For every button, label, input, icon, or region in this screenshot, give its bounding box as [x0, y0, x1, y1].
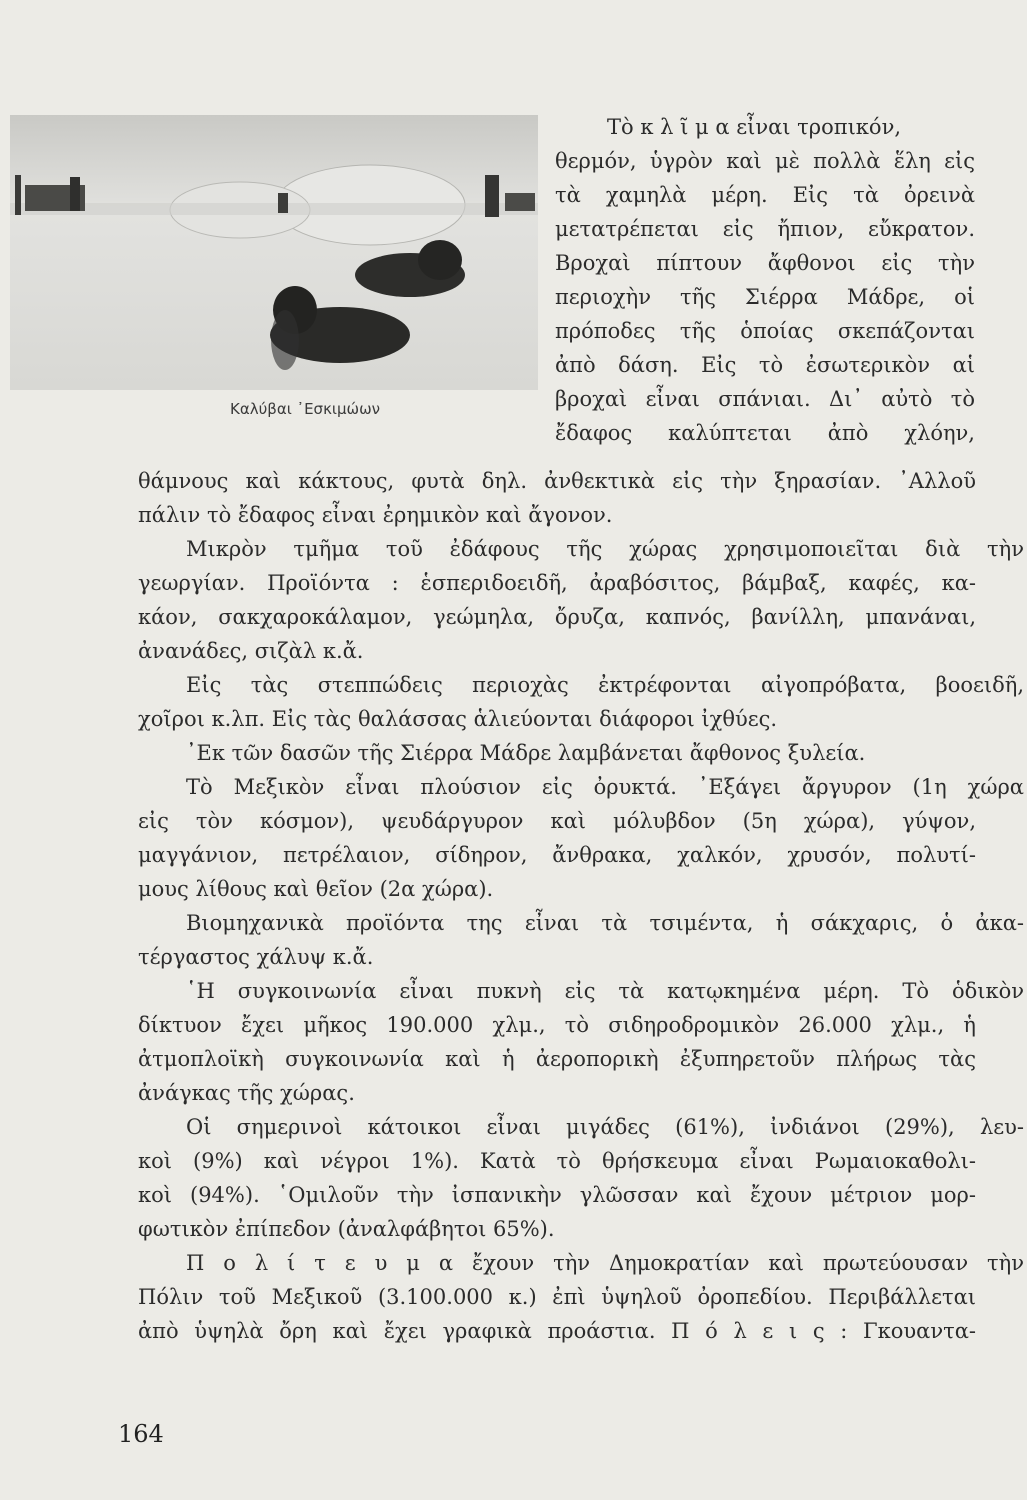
- photo-illustration: [10, 115, 538, 390]
- text-line: ἔδαφος καλύπτεται ἀπὸ χλόην,: [555, 421, 975, 445]
- text-line: γεωργίαν. Προϊόντα : ἑσπεριδοειδῆ, ἀραβόσιτος, βάμβαξ, καφές, κα-: [138, 571, 976, 595]
- text-line: Π ο λ ί τ ε υ μ α ἔχουν τὴν Δημοκρατίαν καὶ πρωτεύουσαν τὴν: [186, 1251, 1024, 1275]
- text-line: Πόλιν τοῦ Μεξικοῦ (3.100.000 κ.) ἐπὶ ὑψηλοῦ ὀροπεδίου. Περιβάλλεται: [138, 1285, 976, 1309]
- text-line: Τὸ κ λ ῖ μ α εἶναι τροπικόν,: [607, 115, 902, 139]
- text-line: εἰς τὸν κόσμον), ψευδάργυρον καὶ μόλυβδον (5η χώρα), γύψον,: [138, 809, 976, 833]
- text-line: Εἰς τὰς στεππώδεις περιοχὰς ἐκτρέφονται αἰγοπρόβατα, βοοειδῆ,: [186, 673, 1024, 697]
- text-line: φωτικὸν ἐπίπεδον (ἀναλφάβητοι 65%).: [138, 1217, 555, 1241]
- text-line: κοὶ (94%). ῾Ομιλοῦν τὴν ἰσπανικὴν γλῶσσαν καὶ ἔχουν μέτριον μορ-: [138, 1183, 976, 1207]
- main-text-block: [138, 464, 1024, 1348]
- text-line: τὰ χαμηλὰ μέρη. Εἰς τὰ ὀρεινὰ: [555, 183, 975, 207]
- text-line: ἀπὸ ὑψηλὰ ὄρη καὶ ἔχει γραφικὰ προάστια. Π ό λ ε ι ς : Γκουαντα-: [138, 1319, 976, 1343]
- eskimo-huts-photo: [10, 115, 538, 390]
- text-line: κοὶ (9%) καὶ νέγροι 1%). Κατὰ τὸ θρήσκευμα εἶναι Ρωμαιοκαθολι-: [138, 1149, 976, 1173]
- text-line: Τὸ Μεξικὸν εἶναι πλούσιον εἰς ὀρυκτά. ᾽Εξάγει ἄργυρον (1η χώρα: [186, 775, 1024, 799]
- text-line: θερμόν, ὑγρὸν καὶ μὲ πολλὰ ἕλη εἰς: [555, 149, 975, 173]
- text-line: μαγγάνιον, πετρέλαιον, σίδηρον, ἄνθρακα, χαλκόν, χρυσόν, πολυτί-: [138, 843, 976, 867]
- text-line: ῾Η συγκοινωνία εἶναι πυκνὴ εἰς τὰ κατῳκημένα μέρη. Τὸ ὁδικὸν: [186, 979, 1024, 1003]
- text-line: Βιομηχανικὰ προϊόντα της εἶναι τὰ τσιμέντα, ἡ σάκχαρις, ὁ ἀκα-: [186, 911, 1024, 935]
- text-line: δίκτυον ἔχει μῆκος 190.000 χλμ., τὸ σιδηροδρομικὸν 26.000 χλμ., ἡ: [138, 1013, 976, 1037]
- text-line: περιοχὴν τῆς Σιέρρα Μάδρε, οἱ: [555, 285, 975, 309]
- text-line: Μικρὸν τμῆμα τοῦ ἐδάφους τῆς χώρας χρησιμοποιεῖται διὰ τὴν: [186, 537, 1024, 561]
- text-line: κάον, σακχαροκάλαμον, γεώμηλα, ὄρυζα, καπνός, βανίλλη, μπανάναι,: [138, 605, 976, 629]
- page-number: 164: [118, 1420, 164, 1448]
- text-line: ἀτμοπλοϊκὴ συγκοινωνία καὶ ἡ ἀεροπορικὴ ἐξυπηρετοῦν πλήρως τὰς: [138, 1047, 976, 1071]
- text-line: μετατρέπεται εἰς ἤπιον, εὔκρατον.: [555, 217, 975, 241]
- text-line: χοῖροι κ.λπ. Εἰς τὰς θαλάσσας ἁλιεύονται διάφοροι ἰχθύες.: [138, 707, 778, 731]
- text-line: ἀνάγκας τῆς χώρας.: [138, 1081, 355, 1105]
- text-line: τέργαστος χάλυψ κ.ἄ.: [138, 945, 374, 969]
- text-line: βροχαὶ εἶναι σπάνιαι. Δι᾽ αὐτὸ τὸ: [555, 387, 975, 411]
- text-line: μους λίθους καὶ θεῖον (2α χώρα).: [138, 877, 494, 901]
- text-line: Οἱ σημερινοὶ κάτοικοι εἶναι μιγάδες (61%), ἰνδιάνοι (29%), λευ-: [186, 1115, 1024, 1139]
- text-line: ἀπὸ δάση. Εἰς τὸ ἐσωτερικὸν αἱ: [555, 353, 975, 377]
- photo-caption: Καλύβαι ᾽Εσκιμώων: [230, 400, 381, 418]
- right-column-text: [555, 110, 975, 450]
- text-line: θάμνους καὶ κάκτους, φυτὰ δηλ. ἀνθεκτικὰ εἰς τὴν ξηρασίαν. ᾽Αλλοῦ: [138, 469, 976, 493]
- text-line: Βροχαὶ πίπτουν ἄφθονοι εἰς τὴν: [555, 251, 975, 275]
- text-line: πάλιν τὸ ἔδαφος εἶναι ἐρημικὸν καὶ ἄγονον.: [138, 503, 613, 527]
- text-line: ἀνανάδες, σιζὰλ κ.ἄ.: [138, 639, 364, 663]
- text-line: ᾽Εκ τῶν δασῶν τῆς Σιέρρα Μάδρε λαμβάνεται ἄφθονος ξυλεία.: [186, 741, 866, 765]
- text-line: πρόποδες τῆς ὁποίας σκεπάζονται: [555, 319, 975, 343]
